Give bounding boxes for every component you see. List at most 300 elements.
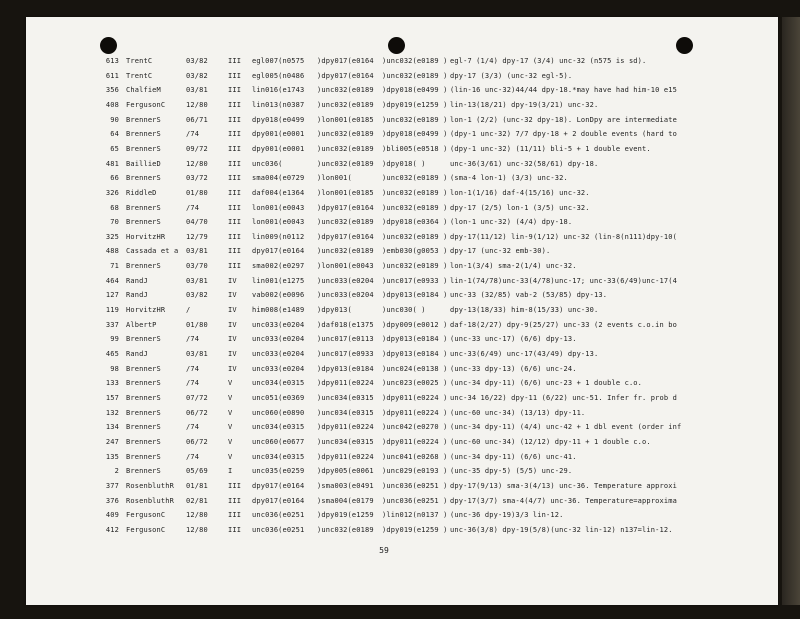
date: /74 (186, 423, 200, 432)
table-row (26, 350, 778, 363)
row-number: 325 (105, 232, 119, 241)
date: 03/81 (186, 86, 208, 95)
date: 12/79 (186, 232, 208, 241)
gene-three: )dpy013(e0184 ) (382, 291, 448, 300)
author-name: TrentC (126, 71, 153, 80)
date: 03/82 (186, 57, 208, 65)
document-page (26, 17, 778, 605)
gene-one: unc033(e0204 (252, 335, 305, 344)
table-row (26, 189, 778, 202)
result-note: dpy-17 (unc-32 emb-30). (450, 247, 551, 256)
chromosome: IV (228, 364, 237, 373)
author-name: BrennerS (126, 144, 161, 153)
chromosome: IV (228, 350, 237, 358)
gene-one: unc034(e0315 (252, 423, 305, 432)
row-number: 464 (105, 276, 119, 285)
author-name: FergusonC (126, 100, 166, 109)
date: 01/81 (186, 481, 208, 490)
gene-one: sma002(e0297 (252, 262, 305, 271)
author-name: FergusonC (126, 525, 166, 534)
gene-one: dpy018(e0499 (252, 115, 305, 124)
gene-three: )unc032(e0189 ) (382, 188, 448, 197)
gene-three: )emb030(g0053 ) (382, 247, 448, 256)
result-note: unc-36(3/8) dpy-19(5/8)(unc-32 lin-12) n137=lin-12. (450, 525, 673, 534)
table-row (26, 86, 778, 99)
row-number: 377 (105, 481, 119, 490)
result-note: dpy-13(18/33) him-8(15/33) unc-30. (450, 306, 599, 315)
gene-three: )dpy013(e0184 ) (382, 335, 448, 344)
table-row (26, 145, 778, 158)
gene-three: )dpy011(e0224 ) (382, 437, 448, 446)
chromosome: III (228, 481, 242, 490)
table-row (26, 365, 778, 378)
row-number: 412 (105, 525, 119, 534)
gene-two: )unc034(e0315 (317, 437, 374, 446)
row-number: 337 (105, 320, 119, 329)
gene-three: )unc042(e0270 ) (382, 423, 448, 432)
result-note: unc-34 16/22) dpy-11 (6/22) unc-51. Infer fr. prob d (450, 393, 677, 402)
date: 06/71 (186, 115, 208, 124)
chromosome: III (228, 144, 242, 153)
date: 06/72 (186, 437, 208, 446)
gene-one: lin016(e1743 (252, 86, 305, 95)
table-row (26, 130, 778, 143)
date: 03/82 (186, 291, 208, 300)
row-number: 99 (110, 335, 119, 344)
date: 03/81 (186, 276, 208, 285)
table-row (26, 423, 778, 436)
table-row (26, 438, 778, 451)
chromosome: III (228, 159, 242, 168)
gene-one: him008(e1489 (252, 306, 305, 315)
gene-three: )dpy018(e0499 ) (382, 130, 448, 139)
result-note: lin-1(74/78)unc-33(4/78)unc-17; unc-33(6/49)unc-17(4 (450, 276, 677, 285)
result-note: (unc-33 dpy-13) (6/6) unc-24. (450, 364, 577, 373)
gene-two: )dpy011(e0224 (317, 423, 374, 432)
gene-three: )dpy018(e0499 ) (382, 86, 448, 95)
row-number: 376 (105, 496, 119, 505)
author-name: BrennerS (126, 130, 161, 139)
date: 03/72 (186, 174, 208, 183)
row-number: 157 (105, 393, 119, 402)
result-note: (unc-36 dpy-19)3/3 lin-12. (450, 511, 564, 520)
date: 12/80 (186, 511, 208, 520)
table-row (26, 57, 778, 70)
chromosome: IV (228, 306, 237, 315)
table-row (26, 321, 778, 334)
gene-three: )unc024(e0138 ) (382, 364, 448, 373)
result-note: dpy-17(11/12) lin-9(1/12) unc-32 (lin-8(n111)dpy-10( (450, 232, 677, 241)
gene-three: )unc032(e0189 ) (382, 262, 448, 271)
table-row (26, 277, 778, 290)
table-row (26, 204, 778, 217)
gene-one: lon001(e0043 (252, 203, 305, 212)
gene-two: )unc034(e0315 (317, 408, 374, 417)
gene-one: dpy001(e0001 (252, 144, 305, 153)
gene-two: )dpy017(e0164 (317, 232, 374, 241)
result-note: lin-13(18/21) dpy-19(3/21) unc-32. (450, 100, 599, 109)
gene-two: )lon001(e0185 (317, 115, 374, 124)
gene-one: sma004(e0729 (252, 174, 305, 183)
author-name: BrennerS (126, 437, 161, 446)
table-row (26, 101, 778, 114)
author-name: RandJ (126, 276, 148, 285)
table-row (26, 160, 778, 173)
chromosome: III (228, 218, 242, 227)
gene-three: )dpy019(e1259 ) (382, 100, 448, 109)
gene-two: )dpy011(e0224 (317, 379, 374, 388)
gene-two: )unc032(e0189 (317, 86, 374, 95)
gene-three: )dpy011(e0224 ) (382, 408, 448, 417)
gene-two: )unc033(e0204 (317, 276, 374, 285)
table-row (26, 72, 778, 85)
gene-two: )unc032(e0189 (317, 144, 374, 153)
date: 12/80 (186, 100, 208, 109)
chromosome: III (228, 174, 242, 183)
gene-three: )dpy011(e0224 ) (382, 393, 448, 402)
table-row (26, 291, 778, 304)
gene-two: )unc017(e0933 (317, 350, 374, 358)
chromosome: V (228, 437, 233, 446)
author-name: RandJ (126, 350, 148, 358)
chromosome: IV (228, 320, 237, 329)
gene-one: dpy001(e0001 (252, 130, 305, 139)
row-number: 127 (105, 291, 119, 300)
gene-one: lin001(e1275 (252, 276, 305, 285)
row-number: 70 (110, 218, 119, 227)
gene-two: )unc032(e0189 (317, 100, 374, 109)
author-name: AlbertP (126, 320, 157, 329)
result-note: (unc-33 unc-17) (6/6) dpy-13. (450, 335, 577, 344)
table-row (26, 482, 778, 495)
gene-two: )dpy013( (317, 306, 352, 315)
gene-two: )sma004(e0179 (317, 496, 374, 505)
row-number: 135 (105, 452, 119, 461)
table-row (26, 526, 778, 539)
row-number: 247 (105, 437, 119, 446)
chromosome: V (228, 452, 233, 461)
gene-three: )unc032(e0189 ) (382, 203, 448, 212)
author-name: BrennerS (126, 408, 161, 417)
gene-three: )dpy009(e0012 ) (382, 320, 448, 329)
result-note: (dpy-1 unc-32) 7/7 dpy-18 + 2 double events (hard to (450, 130, 677, 139)
table-row (26, 335, 778, 348)
result-note: unc-33(6/49) unc-17(43/49) dpy-13. (450, 350, 599, 358)
row-number: 133 (105, 379, 119, 388)
result-note: (unc-34 dpy-11) (4/4) unc-42 + 1 dbl event (order inf (450, 423, 682, 432)
gene-three: )dpy018(e0364 ) (382, 218, 448, 227)
date: 09/72 (186, 144, 208, 153)
chromosome: III (228, 511, 242, 520)
gene-one: unc060(e0677 (252, 437, 305, 446)
gene-two: )unc033(e0204 (317, 291, 374, 300)
result-note: lon-1(3/4) sma-2(1/4) unc-32. (450, 262, 577, 271)
table-row (26, 247, 778, 260)
gene-two: )lon001(e0185 (317, 188, 374, 197)
gene-two: )unc032(e0189 (317, 525, 374, 534)
chromosome: III (228, 71, 242, 80)
author-name: BrennerS (126, 379, 161, 388)
gene-one: unc033(e0204 (252, 350, 305, 358)
gene-three: )unc017(e0933 ) (382, 276, 448, 285)
result-note: (unc-60 unc-34) (12/12) dpy-11 + 1 double c.o. (450, 437, 651, 446)
row-number: 611 (105, 71, 119, 80)
gene-two: )unc032(e0189 (317, 218, 374, 227)
chromosome: V (228, 393, 233, 402)
gene-two: )unc032(e0189 (317, 247, 374, 256)
author-name: RosenbluthR (126, 496, 175, 505)
row-number: 613 (105, 57, 119, 65)
row-number: 90 (110, 115, 119, 124)
chromosome: III (228, 247, 242, 256)
gene-two: )lon001(e0043 (317, 262, 374, 271)
author-name: BrennerS (126, 115, 161, 124)
chromosome: III (228, 115, 242, 124)
gene-three: )unc023(e0025 ) (382, 379, 448, 388)
row-number: 65 (110, 144, 119, 153)
date: 07/72 (186, 393, 208, 402)
chromosome: III (228, 262, 242, 271)
gene-three: )unc032(e0189 ) (382, 57, 448, 65)
chromosome: V (228, 408, 233, 417)
gene-one: lon001(e0043 (252, 218, 305, 227)
gene-one: lin013(n0387 (252, 100, 305, 109)
date: 01/80 (186, 320, 208, 329)
date: / (186, 306, 191, 315)
chromosome: III (228, 188, 242, 197)
gene-three: )dpy013(e0184 ) (382, 350, 448, 358)
chromosome: I (228, 467, 233, 476)
page-number: 59 (379, 546, 389, 555)
gene-three: )unc032(e0189 ) (382, 174, 448, 183)
gene-two: )unc034(e0315 (317, 393, 374, 402)
table-row (26, 174, 778, 187)
gene-one: unc060(e0890 (252, 408, 305, 417)
author-name: BrennerS (126, 423, 161, 432)
table-row (26, 306, 778, 319)
table-row (26, 394, 778, 407)
gene-one: unc051(e0369 (252, 393, 305, 402)
row-number: 488 (105, 247, 119, 256)
table-row (26, 453, 778, 466)
gene-two: )unc032(e0189 (317, 130, 374, 139)
gene-two: )unc017(e0113 (317, 335, 374, 344)
gene-one: unc036(e0251 (252, 525, 305, 534)
gene-three: )lin012(n0137 ) (382, 511, 448, 520)
table-row (26, 467, 778, 480)
gene-one: daf004(e1364 (252, 188, 305, 197)
gene-three: )unc030( ) (382, 306, 426, 315)
chromosome: IV (228, 335, 237, 344)
gene-three: )unc032(e0189 ) (382, 71, 448, 80)
gene-one: dpy017(e0164 (252, 481, 305, 490)
table-row (26, 497, 778, 510)
gene-one: unc034(e0315 (252, 379, 305, 388)
gene-two: )lon001( (317, 174, 352, 183)
author-name: BrennerS (126, 203, 161, 212)
gene-one: lin009(n0112 (252, 232, 305, 241)
result-note: dpy-17(9/13) sma-3(4/13) unc-36. Temperature approxi (450, 481, 677, 490)
result-note: egl-7 (1/4) dpy-17 (3/4) unc-32 (n575 is sd). (450, 57, 647, 65)
gene-three: )bli005(e0518 ) (382, 144, 448, 153)
author-name: BrennerS (126, 335, 161, 344)
chromosome: V (228, 379, 233, 388)
date: 03/82 (186, 71, 208, 80)
date: 02/81 (186, 496, 208, 505)
gene-two: )dpy017(e0164 (317, 71, 374, 80)
table-row (26, 116, 778, 129)
gene-two: )dpy013(e0184 (317, 364, 374, 373)
chromosome: III (228, 100, 242, 109)
gene-three: )unc029(e0193 ) (382, 467, 448, 476)
gene-three: )unc032(e0189 ) (382, 115, 448, 124)
date: 03/70 (186, 262, 208, 271)
gene-one: egl007(n0575 (252, 57, 305, 65)
row-number: 356 (105, 86, 119, 95)
author-name: RiddleD (126, 188, 157, 197)
result-note: dpy-17 (2/5) lon-1 (3/5) unc-32. (450, 203, 590, 212)
date: /74 (186, 379, 200, 388)
result-note: unc-33 (32/85) vab-2 (53/85) dpy-13. (450, 291, 608, 300)
chromosome: IV (228, 276, 237, 285)
result-note: (sma-4 lon-1) (3/3) unc-32. (450, 174, 568, 183)
row-number: 134 (105, 423, 119, 432)
date: /74 (186, 364, 200, 373)
result-note: (unc-34 dpy-11) (6/6) unc-23 + 1 double c.o. (450, 379, 643, 388)
gene-three: )unc041(e0268 ) (382, 452, 448, 461)
author-name: FergusonC (126, 511, 166, 520)
result-note: (lon-1 unc-32) (4/4) dpy-18. (450, 218, 573, 227)
gene-two: )sma003(e0491 (317, 481, 374, 490)
gene-two: )unc032(e0189 (317, 159, 374, 168)
chromosome: IV (228, 291, 237, 300)
gene-three: )unc032(e0189 ) (382, 232, 448, 241)
scan-edge (782, 17, 800, 605)
result-note: (unc-35 dpy-5) (5/5) unc-29. (450, 467, 573, 476)
gene-one: unc033(e0204 (252, 364, 305, 373)
date: 06/72 (186, 408, 208, 417)
gene-two: )dpy017(e0164 (317, 57, 374, 65)
result-note: unc-36(3/61) unc-32(58/61) dpy-18. (450, 159, 599, 168)
author-name: BrennerS (126, 262, 161, 271)
table-row (26, 511, 778, 524)
result-note: daf-18(2/27) dpy-9(25/27) unc-33 (2 events c.o.in bo (450, 320, 677, 329)
author-name: BrennerS (126, 218, 161, 227)
date: 05/69 (186, 467, 208, 476)
gene-three: )unc036(e0251 ) (382, 481, 448, 490)
chromosome: V (228, 423, 233, 432)
date: 03/81 (186, 247, 208, 256)
row-number: 408 (105, 100, 119, 109)
table-row (26, 262, 778, 275)
chromosome: III (228, 496, 242, 505)
gene-three: )unc036(e0251 ) (382, 496, 448, 505)
date: 03/81 (186, 350, 208, 358)
gene-one: unc036( (252, 159, 283, 168)
table-row (26, 233, 778, 246)
gene-one: dpy017(e0164 (252, 247, 305, 256)
row-number: 119 (105, 306, 119, 315)
result-note: dpy-17(3/7) sma-4(4/7) unc-36. Temperature=approxima (450, 496, 677, 505)
gene-three: )dpy018( ) (382, 159, 426, 168)
author-name: BrennerS (126, 452, 161, 461)
result-note: lon-1 (2/2) (unc-32 dpy-18). LonDpy are intermediate (450, 115, 677, 124)
author-name: BrennerS (126, 393, 161, 402)
gene-two: )dpy011(e0224 (317, 452, 374, 461)
gene-one: unc035(e0259 (252, 467, 305, 476)
date: /74 (186, 130, 200, 139)
mapping-data-table (26, 17, 778, 605)
gene-one: unc033(e0204 (252, 320, 305, 329)
row-number: 132 (105, 408, 119, 417)
gene-two: )dpy019(e1259 (317, 511, 374, 520)
gene-two: )daf018(e1375 (317, 320, 374, 329)
table-row (26, 218, 778, 231)
result-note: (unc-34 dpy-11) (6/6) unc-41. (450, 452, 577, 461)
result-note: dpy-17 (3/3) (unc-32 egl-5). (450, 71, 573, 80)
author-name: HorvitzHR (126, 232, 166, 241)
author-name: Cassada et a (126, 247, 179, 256)
date: /74 (186, 203, 200, 212)
author-name: TrentC (126, 57, 153, 65)
row-number: 2 (114, 467, 119, 476)
date: 12/80 (186, 159, 208, 168)
chromosome: III (228, 86, 242, 95)
gene-two: )dpy017(e0164 (317, 203, 374, 212)
row-number: 68 (110, 203, 119, 212)
chromosome: III (228, 203, 242, 212)
gene-three: )dpy019(e1259 ) (382, 525, 448, 534)
date: 04/70 (186, 218, 208, 227)
date: /74 (186, 452, 200, 461)
row-number: 465 (105, 350, 119, 358)
row-number: 98 (110, 364, 119, 373)
row-number: 409 (105, 511, 119, 520)
date: 12/80 (186, 525, 208, 534)
gene-one: egl005(n0486 (252, 71, 305, 80)
gene-one: unc036(e0251 (252, 511, 305, 520)
gene-one: vab002(e0096 (252, 291, 305, 300)
result-note: lon-1(1/16) daf-4(15/16) unc-32. (450, 188, 590, 197)
table-row (26, 409, 778, 422)
row-number: 481 (105, 159, 119, 168)
result-note: (dpy-1 unc-32) (11/11) bli-5 + 1 double event. (450, 144, 651, 153)
row-number: 71 (110, 262, 119, 271)
gene-one: unc034(e0315 (252, 452, 305, 461)
author-name: BrennerS (126, 364, 161, 373)
result-note: (lin-16 unc-32)44/44 dpy-18.*may have had him-10 e15 (450, 86, 677, 95)
row-number: 326 (105, 188, 119, 197)
author-name: ChalfieM (126, 86, 161, 95)
gene-two: )dpy005(e0061 (317, 467, 374, 476)
date: /74 (186, 335, 200, 344)
author-name: RosenbluthR (126, 481, 175, 490)
row-number: 66 (110, 174, 119, 183)
date: 01/80 (186, 188, 208, 197)
table-row (26, 379, 778, 392)
row-number: 64 (110, 130, 119, 139)
author-name: BrennerS (126, 174, 161, 183)
author-name: RandJ (126, 291, 148, 300)
chromosome: III (228, 57, 242, 65)
chromosome: III (228, 525, 242, 534)
gene-one: dpy017(e0164 (252, 496, 305, 505)
result-note: (unc-60 unc-34) (13/13) dpy-11. (450, 408, 586, 417)
chromosome: III (228, 130, 242, 139)
author-name: BrennerS (126, 467, 161, 476)
author-name: BaillieD (126, 159, 161, 168)
author-name: HorvitzHR (126, 306, 166, 315)
